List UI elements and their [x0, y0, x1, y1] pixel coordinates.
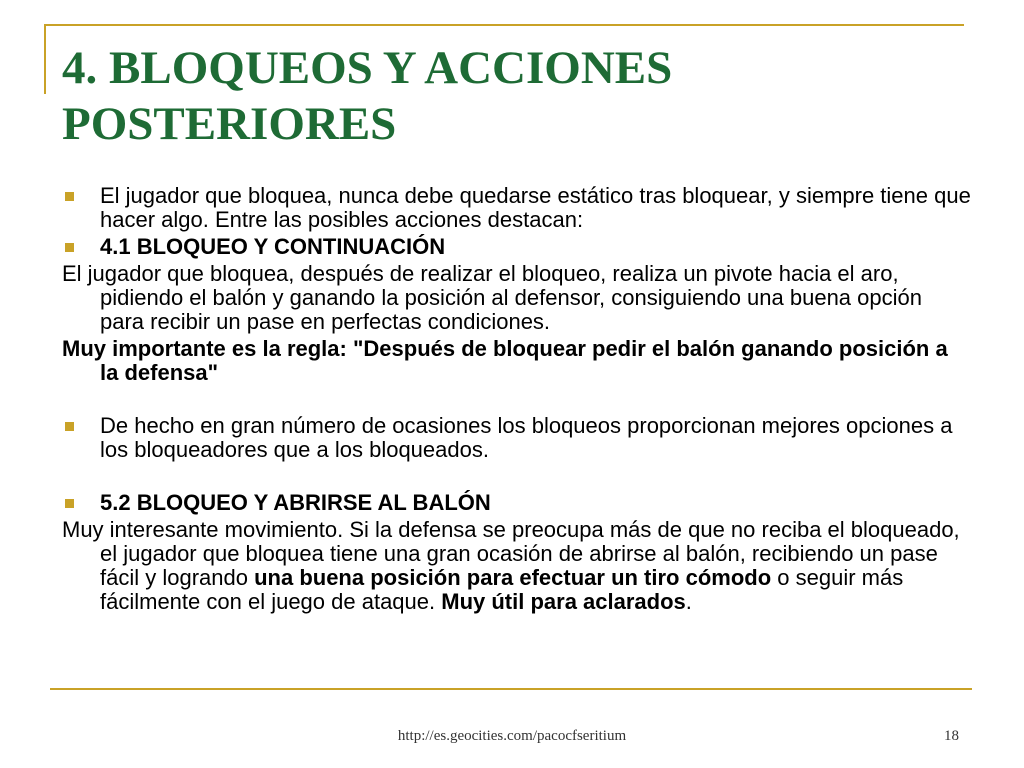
- bullet-heading: [62, 235, 972, 259]
- left-frame-line: [44, 24, 46, 94]
- slide-content: [62, 181, 972, 614]
- bullet-heading: [62, 491, 972, 515]
- bullet-item: [62, 184, 972, 232]
- bullet-item: [62, 414, 972, 462]
- slide-title: [62, 40, 962, 152]
- slide-number: 18: [944, 728, 959, 744]
- bold-run: Muy útil para aclarados: [441, 589, 686, 614]
- text-run: .: [685, 589, 692, 614]
- spacer: [62, 462, 972, 488]
- spacer: [62, 385, 972, 411]
- footer-rule: [50, 688, 972, 690]
- square-bullet-icon: [65, 422, 74, 431]
- text-run: o seguir más fácilmente con el juego de ataque.: [100, 565, 904, 614]
- text-run: Muy interesante movimiento. Si la defensa se preocupa más de que no reciba el bloqueado, el jugador que bloquea tiene una gran ocasión de abrirse al balón, recibiendo un pase fácil y logrando: [62, 517, 960, 590]
- rule-paragraph: Muy importante es la regla: "Después de bloquear pedir el balón ganando posición a la defensa": [62, 336, 948, 385]
- title-line-1: 4. BLOQUEOS Y ACCIONES: [62, 42, 673, 94]
- bullet-text: De hecho en gran número de ocasiones los bloqueos proporcionan mejores opciones a los bloqueadores que a los bloqueados.: [100, 413, 953, 462]
- bullet-text: 4.1 BLOQUEO Y CONTINUACIÓN: [100, 234, 446, 259]
- bullet-text: 5.2 BLOQUEO Y ABRIRSE AL BALÓN: [100, 490, 491, 515]
- bullet-text: El jugador que bloquea, nunca debe quedarse estático tras bloquear, y siempre tiene que hacer algo. Entre las posibles acciones destacan:: [100, 183, 971, 232]
- square-bullet-icon: [65, 499, 74, 508]
- footer-url: http://es.geocities.com/pacocfseritium: [397, 728, 627, 744]
- paragraph: [62, 518, 972, 614]
- paragraph: El jugador que bloquea, después de realizar el bloqueo, realiza un pivote hacia el aro, pidiendo el balón y ganando la posición al defensor, consiguiendo una buena opción para recibir un pase en perfectas condiciones.: [62, 261, 922, 334]
- bold-run: una buena posición para efectuar un tiro cómodo: [254, 565, 772, 590]
- top-frame-line: [44, 24, 964, 26]
- square-bullet-icon: [65, 192, 74, 201]
- title-line-2: POSTERIORES: [62, 98, 397, 150]
- square-bullet-icon: [65, 243, 74, 252]
